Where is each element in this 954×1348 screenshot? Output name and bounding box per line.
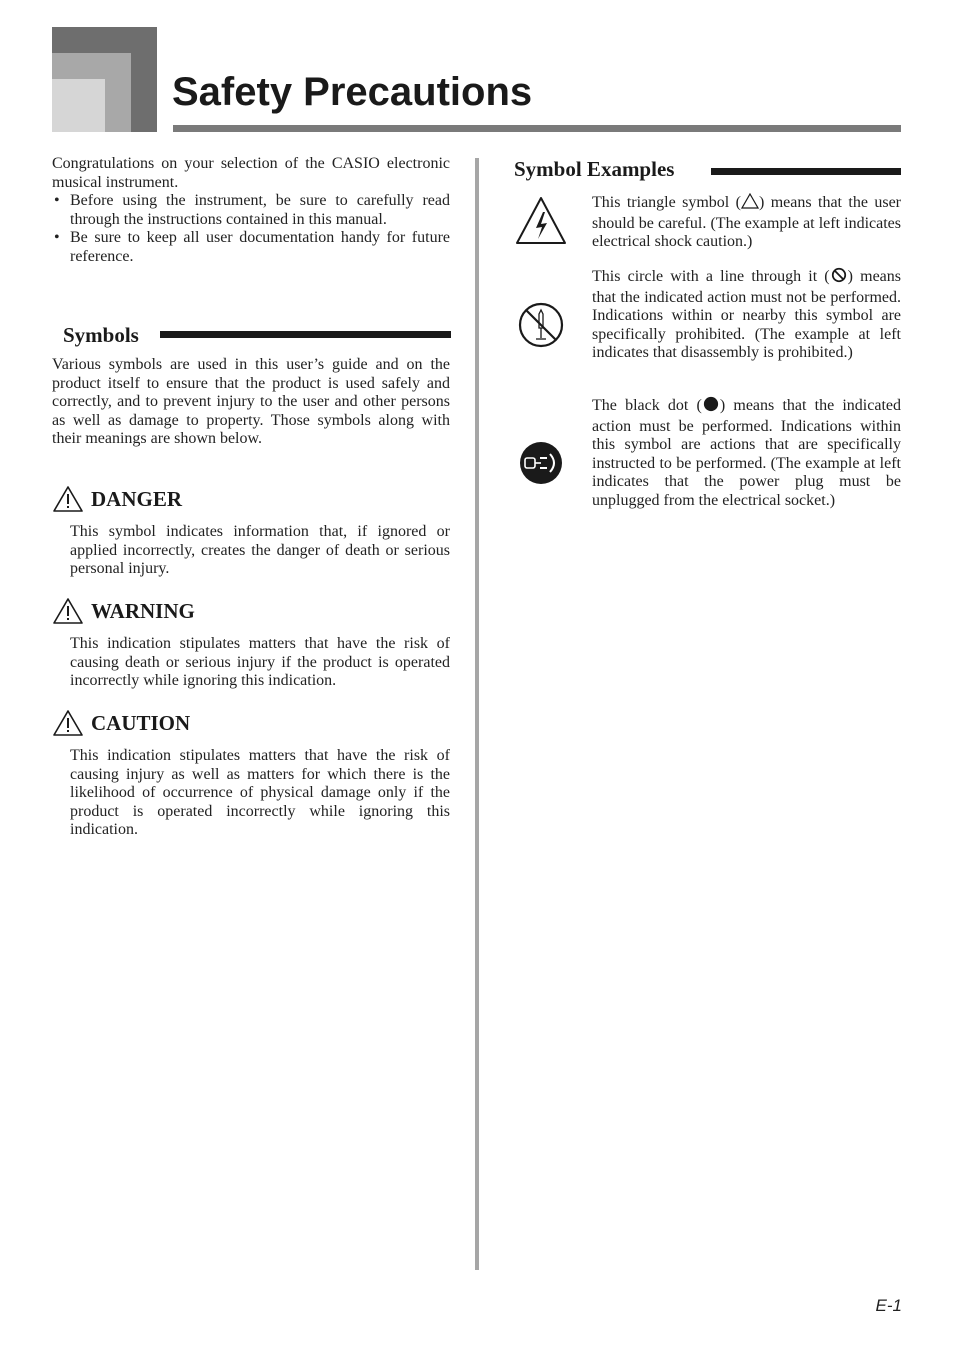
- example-text-after: ) means that the indicated action must not be performed. Indications within or nearby this symbol are specifically prohibited. (The example at left indicates that disassembly is prohibited.): [592, 268, 902, 361]
- page-number: E-1: [875, 1296, 902, 1315]
- title-underline: [173, 125, 901, 132]
- prohibition-icon: [830, 267, 848, 289]
- danger-description: This symbol indicates information that, if ignored or applied incorrectly, creates the danger of death or serious personal injury.: [70, 523, 450, 577]
- danger-label: DANGER: [91, 486, 183, 511]
- list-item: [52, 192, 450, 229]
- no-disassembly-icon: [514, 298, 568, 352]
- symbols-description: Various symbols are used in this user’s guide and on the product itself to ensure that the product is used safely and correctly, and to prevent injury to the user and other persons as well as damage to property. Those symbols along with their meanings are shown below.: [52, 356, 450, 447]
- example-text-before: This circle with a line through it (: [592, 268, 830, 285]
- example-prohibition-text: [592, 267, 901, 363]
- danger-heading: [52, 484, 182, 514]
- electric-shock-triangle-icon: [514, 194, 568, 248]
- caution-heading: [52, 708, 190, 738]
- warning-description: This indication stipulates matters that have the risk of causing death or serious injury if the product is operated incorrectly while ignoring this indication.: [70, 635, 450, 689]
- header-square-light: [52, 79, 105, 132]
- symbols-heading: Symbols: [63, 323, 139, 347]
- warning-label: WARNING: [91, 598, 195, 623]
- example-text-after: ) means that the indicated action must be performed. Indications within this symbol are actions that are specifically instructed to be performed. (The example at left indicates that the power plug must be unplugged from the electrical socket.): [592, 397, 901, 509]
- example-text-before: This triangle symbol (: [592, 194, 741, 211]
- page-title: Safety Precautions: [172, 70, 533, 114]
- intro-bullet-list: [52, 192, 450, 266]
- caution-description: This indication stipulates matters that have the risk of causing injury as well as matters for which there is the likelihood of occurrence of physical damage only if the product is operated incorrectly while ignoring this indication.: [70, 747, 450, 838]
- bullet-text: Before using the instrument, be sure to carefully read through the instructions contained in this manual.: [70, 192, 450, 228]
- list-item: [52, 229, 450, 266]
- example-triangle-text: [592, 193, 901, 252]
- column-divider: [475, 158, 479, 1270]
- example-black-dot-text: [592, 396, 901, 510]
- caution-label: CAUTION: [91, 710, 191, 735]
- bullet-dot: •: [54, 229, 60, 246]
- black-dot-icon: [702, 396, 720, 418]
- bullet-text: Be sure to keep all user documentation handy for future reference.: [70, 229, 450, 265]
- symbol-examples-heading: Symbol Examples: [514, 157, 675, 181]
- triangle-icon: [741, 193, 759, 215]
- bullet-dot: •: [54, 192, 60, 209]
- example-text-after: ) means that the user should be careful. (The example at left indicates electrical shock caution.): [592, 194, 901, 250]
- warning-triangle-icon: [52, 597, 84, 625]
- symbol-examples-heading-rule: [711, 168, 901, 175]
- warning-heading: [52, 596, 195, 626]
- warning-triangle-icon: [52, 709, 84, 737]
- unplug-power-icon: [514, 436, 568, 490]
- symbols-heading-rule: [160, 331, 451, 338]
- warning-triangle-icon: [52, 485, 84, 513]
- example-text-before: The black dot (: [592, 397, 702, 414]
- intro-text: Congratulations on your selection of the CASIO electronic musical instrument.: [52, 155, 450, 191]
